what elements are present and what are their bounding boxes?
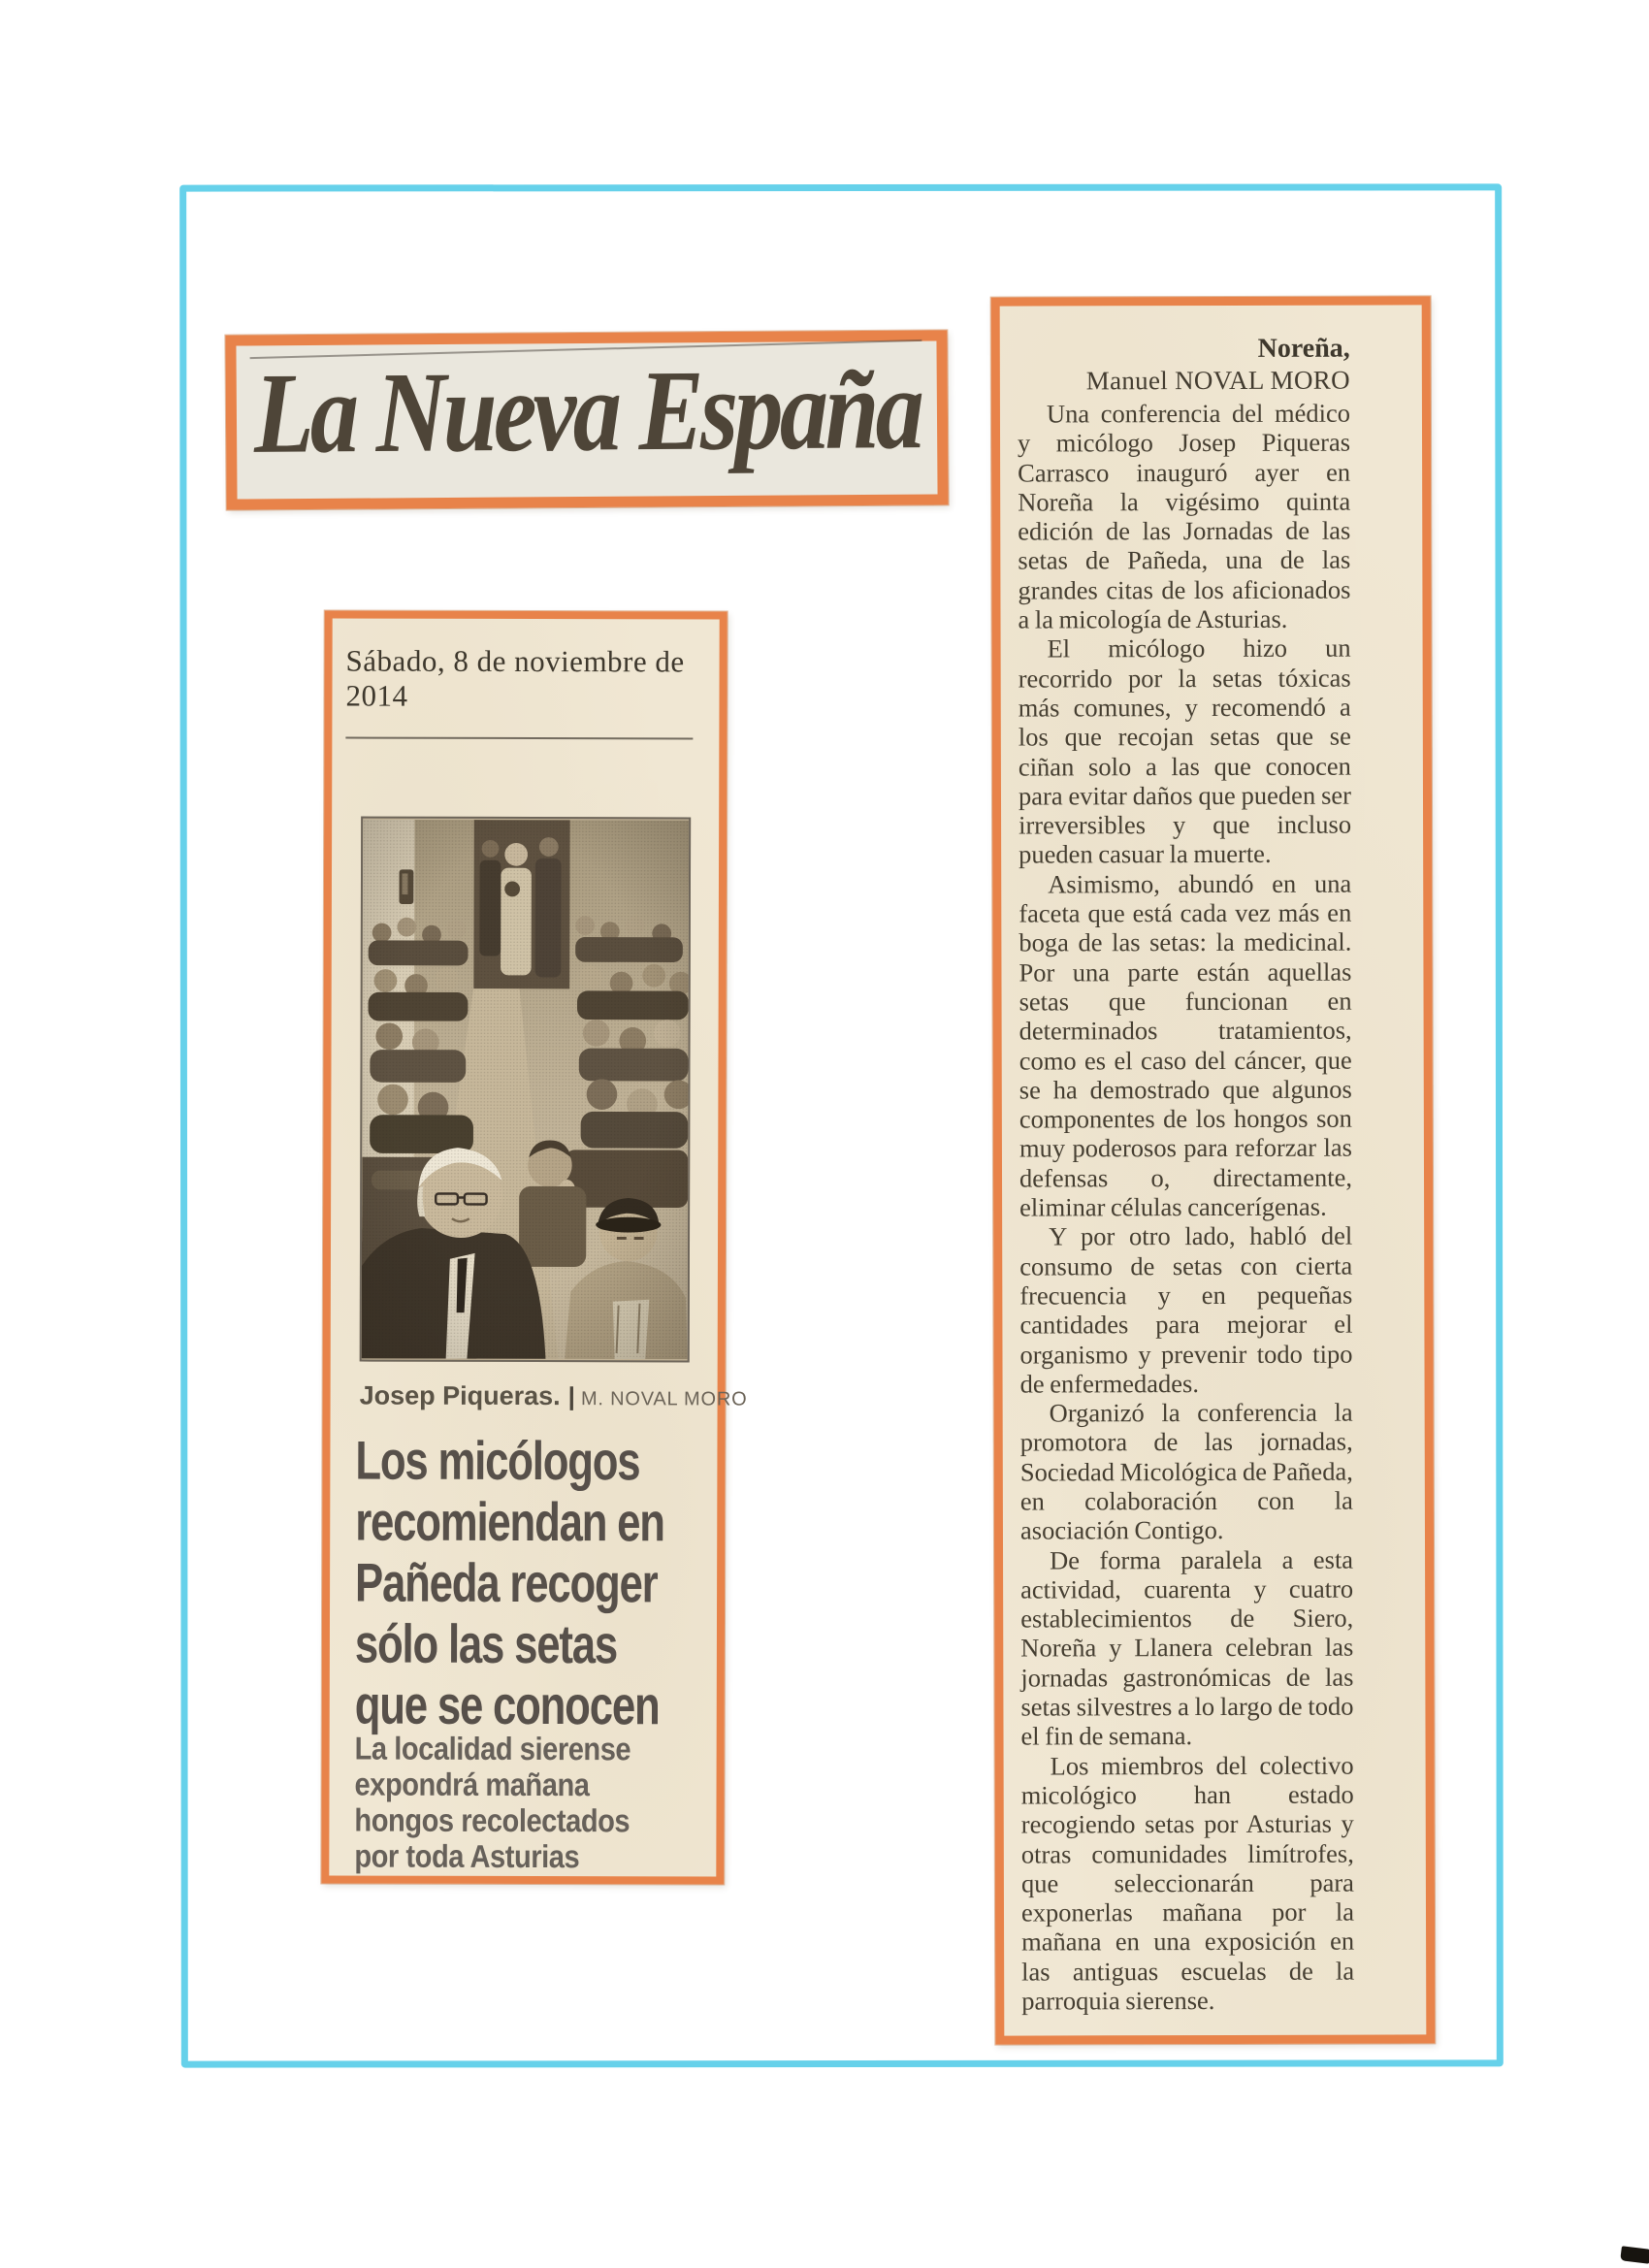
article-clipping — [991, 296, 1436, 2044]
headline — [355, 1430, 752, 1736]
article-paragraph: Y por otro lado, habló del consumo de setas con cierta frecuencia y en pequeñas cantidades para mejorar el organismo y prevenir todo tipo de enfermedades. — [1019, 1220, 1353, 1399]
dateline-location: Noreña, — [1257, 333, 1350, 364]
photo-caption — [360, 1381, 748, 1412]
horizontal-rule — [345, 737, 693, 740]
newspaper-masthead: La Nueva España — [253, 344, 922, 477]
caption-photo-credit: M. NOVAL MORO — [580, 1388, 748, 1410]
article-paragraph: Una conferencia del médico y micólogo Josep Piqueras Carrasco inauguró ayer en Noreña la vigésimo quinta edición de las Jornadas de las setas de Pañeda, una de las grandes citas de los aficionados a la micología de Asturias. — [1017, 398, 1351, 634]
article-paragraph: Los miembros del colectivo micológico han estado recogiendo setas por Asturias y otras comunidades limítrofes, que seleccionarán para exponerlas mañana por la mañana en una exposición en las antiguas escuelas de la parroquia sierense. — [1020, 1750, 1355, 2016]
article-paragraph: El micólogo hizo un recorrido por la setas tóxicas más comunes, y recomendó a los que recojan setas que se ciñan solo a las que conocen para evitar daños que pueden ser irreversibles y que incluso pueden casuar la muerte. — [1018, 633, 1352, 869]
audience-photo — [360, 817, 691, 1363]
headline-line: Los micólogos — [355, 1429, 640, 1492]
byline: Manuel NOVAL MORO — [1085, 365, 1350, 396]
subheadline-line: La localidad sierense — [354, 1730, 631, 1767]
edition-date: Sábado, 8 de noviembre de 2014 — [345, 643, 685, 713]
article-paragraph: Asimismo, abundó en una faceta que está cada vez más en boga de las setas: la medicinal. Por una parte están aquellas setas que funcionan en determinados tratamientos, como es el caso del cáncer, que se ha demostrado que algunos componentes de los hongos son muy poderosos para reforzar las defensas o, directamente, eliminar células cancerígenas. — [1018, 868, 1353, 1222]
subheadline — [354, 1731, 668, 1875]
headline-line: recomiendan en — [355, 1490, 664, 1553]
subheadline-line: expondrá mañana — [354, 1766, 590, 1803]
subheadline-line: por toda Asturias — [354, 1837, 580, 1875]
headline-line: Pañeda recoger — [355, 1551, 658, 1614]
front-clipping — [321, 610, 748, 1884]
headline-line: sólo las setas — [354, 1612, 618, 1675]
headline-line: que se conocen — [354, 1673, 660, 1736]
article-paragraph: Organizó la conferencia la promotora de las jornadas, Sociedad Micológica de Pañeda, en colaboración con la asociación Contigo. — [1019, 1397, 1353, 1545]
subheadline-line: hongos recolectados — [354, 1801, 630, 1839]
scan-corner-artifact — [1620, 2246, 1649, 2264]
caption-separator: | — [567, 1381, 576, 1411]
masthead-clipping — [225, 330, 948, 509]
article-paragraph: De forma paralela a esta actividad, cuarenta y cuatro establecimientos de Siero, Noreña y Llanera celebran las jornadas gastronómicas de las setas silvestres a lo largo de todo el fin de semana. — [1020, 1544, 1354, 1751]
caption-subject: Josep Piqueras. — [359, 1380, 561, 1411]
